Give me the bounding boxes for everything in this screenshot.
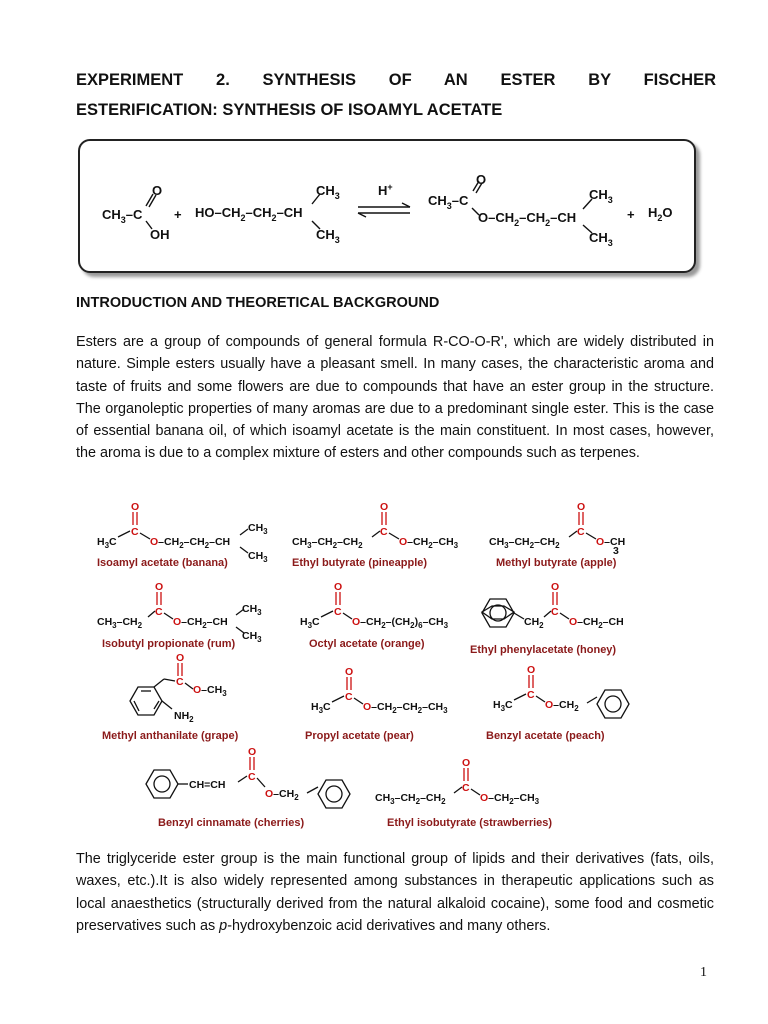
svg-text:CH3–C: $CH_3-C$ (102, 207, 143, 225)
svg-text:CH3: $CH_3$ (248, 550, 268, 564)
ester-name: Isoamyl acetate (banana) (97, 557, 228, 569)
svg-text:O–CH2: $O-CH_2$ (545, 699, 579, 713)
ester-name: Isobutyl propionate (rum) (102, 638, 236, 650)
ester-name: Methyl anthanilate (grape) (102, 730, 239, 742)
propyl-acetate-item (305, 666, 448, 742)
svg-text:C: C (551, 606, 559, 618)
svg-text:O: O (155, 581, 164, 593)
ester-structures-figure (0, 495, 768, 835)
octyl-acetate-item (300, 581, 449, 650)
svg-text:CH2: $CH_2$ (524, 616, 544, 630)
lipids-paragraph (76, 848, 714, 937)
svg-text:O: O (334, 581, 343, 593)
svg-text:O–CH2–CH2–CH: $O-CH_2-CH_2-CH$ (150, 536, 231, 550)
benzyl-acetate-item (486, 664, 629, 742)
svg-text:O–CH2–CH: $O-CH_2-CH$ (569, 616, 624, 630)
plus-sign: + (174, 207, 182, 222)
svg-text:CH3: $CH_3$ (248, 522, 268, 536)
svg-text:C: C (155, 606, 163, 618)
ethyl-phenylacetate-item (470, 581, 624, 656)
svg-text:O: O (380, 501, 389, 513)
svg-text:H3C: $H_3C$ (97, 536, 117, 550)
svg-text:O–CH2–CH: $O-CH_2-CH$ (173, 616, 228, 630)
page-number: 1 (700, 965, 707, 980)
svg-text:C: C (577, 526, 585, 538)
svg-text:O–CH2: $O-CH_2$ (265, 788, 299, 802)
acetic-acid-structure (102, 183, 170, 242)
svg-text:CH3: $CH_3$ (316, 227, 340, 245)
svg-text:H3C: $H_3C$ (300, 616, 320, 630)
svg-text:CH3: $CH_3$ (242, 603, 262, 617)
ester-name: Ethyl butyrate (pineapple) (292, 557, 428, 569)
svg-text:C: C (527, 689, 535, 701)
svg-text:CH3–CH2: $CH_3-CH_2$ (97, 616, 143, 630)
svg-text:C: C (248, 771, 256, 783)
svg-text:C: C (380, 526, 388, 538)
svg-text:CH3: $CH_3$ (589, 230, 613, 248)
catalyst-label: H+ (378, 182, 393, 198)
svg-text:O: O (345, 666, 354, 678)
ester-name: Methyl butyrate (apple) (496, 557, 617, 569)
svg-text:O–CH2–CH2–CH: $O-CH_2-CH_2-CH$ (478, 210, 577, 228)
ester-name: Ethyl phenylacetate (honey) (470, 644, 617, 656)
svg-text:C: C (176, 676, 184, 688)
ester-name: Benzyl cinnamate (cherries) (158, 817, 305, 829)
svg-text:O–CH2–(CH2)6–CH3: $O-CH_2-(CH_2)_6-CH_3$ (352, 616, 449, 630)
svg-text:CH3: $CH_3$ (242, 630, 262, 644)
water-formula: $H_2O$ (648, 205, 673, 223)
paragraph-text-end: -hydroxybenzoic acid derivatives and many others. (227, 917, 551, 934)
isobutyl-propionate-item (97, 581, 262, 650)
isoamyl-acetate-structure (428, 172, 613, 248)
svg-text:CH=CH: CH=CH (189, 779, 226, 791)
svg-text:O–CH2–CH3: $O-CH_2-CH_3$ (399, 536, 459, 550)
document-title-line1: EXPERIMENT 2. SYNTHESIS OF AN ESTER BY FISCHER (76, 71, 716, 89)
svg-text:O: O (248, 746, 257, 758)
svg-text:3: 3 (613, 545, 619, 557)
svg-text:CH3: $CH_3$ (589, 187, 613, 205)
svg-text:O: O (551, 581, 560, 593)
section-heading: INTRODUCTION AND THEORETICAL BACKGROUND (76, 295, 440, 311)
svg-text:H3C: $H_3C$ (311, 701, 331, 715)
svg-text:O: O (152, 183, 163, 198)
svg-text:CH3: $CH_3$ (316, 183, 340, 201)
reaction-scheme (78, 139, 696, 273)
svg-text:CH3–CH2–CH2: $CH_3-CH_2-CH_2$ (489, 536, 560, 550)
svg-text:CH3–CH2–CH2: $CH_3-CH_2-CH_2$ (375, 792, 446, 806)
svg-text:O–CH: O–CH (596, 536, 626, 548)
svg-text:C: C (462, 782, 470, 794)
svg-text:CH3–CH2–CH2: $CH_3-CH_2-CH_2$ (292, 536, 363, 550)
isoamyl-alcohol-structure (195, 183, 340, 245)
svg-text:O: O (476, 172, 487, 187)
svg-text:O: O (462, 757, 471, 769)
paragraph-text: The triglyceride ester group is the main functional group of lipids and their derivatives (fats, oils, waxes, etc.).It is also widely represented among substances in therapeutic applications such as local anaesthetics (structurally derived from the natural alkaloid cocaine), some food and cosmetic preservatives such as (76, 851, 714, 934)
benzyl-cinnamate-item (146, 746, 350, 829)
svg-text:O: O (176, 652, 185, 664)
equilibrium-arrow-icon (358, 203, 410, 217)
svg-text:C: C (334, 606, 342, 618)
svg-text:O: O (131, 501, 140, 513)
svg-text:O–CH2–CH2–CH3: $O-CH_2-CH_2-CH_3$ (363, 701, 448, 715)
svg-text:O: O (527, 664, 536, 676)
ester-name: Benzyl acetate (peach) (486, 730, 605, 742)
svg-text:O: O (577, 501, 586, 513)
intro-paragraph: Esters are a group of compounds of general formula R-CO-O-R', which are widely distributed in nature. Simple esters usually have a pleasant smell. In many cases, the characteristic aroma and taste of fruits and some flowers are due to compounds that have an ester group in the structure. The organoleptic properties of many aromas are due to a predominant single ester. This is the case of essential banana oil, of which isoamyl acetate is the main constituent. In most cases, however, the aroma is due to a complex mixture of esters and other compounds such as terpenes. (76, 334, 714, 462)
document-title-line2: ESTERIFICATION: SYNTHESIS OF ISOAMYL ACETATE (76, 101, 503, 119)
svg-text:C: C (345, 691, 353, 703)
methyl-anthanilate-item (102, 652, 239, 742)
ester-name: Propyl acetate (pear) (305, 730, 414, 742)
ethyl-isobutyrate-item (375, 757, 552, 829)
svg-text:CH3–C: $CH_3-C$ (428, 193, 469, 211)
ethyl-butyrate-item (292, 501, 459, 569)
ester-name: Octyl acetate (orange) (309, 638, 425, 650)
methyl-butyrate-item (489, 501, 625, 569)
svg-text:O–CH2–CH3: $O-CH_2-CH_3$ (480, 792, 540, 806)
plus-sign-2: + (627, 207, 635, 222)
svg-text:HO–CH2–CH2–CH: $HO-CH_2-CH_2-CH$ (195, 205, 303, 223)
svg-text:C: C (131, 526, 139, 538)
italic-p: p (219, 917, 228, 934)
svg-text:OH: OH (150, 227, 170, 242)
ester-name: Ethyl isobutyrate (strawberries) (387, 817, 553, 829)
svg-text:O–CH3: $O-CH_3$ (193, 684, 227, 698)
svg-text:H3C: $H_3C$ (493, 699, 513, 713)
svg-text:NH2: $NH_2$ (174, 710, 194, 724)
isoamyl-acetate-item (97, 501, 268, 569)
